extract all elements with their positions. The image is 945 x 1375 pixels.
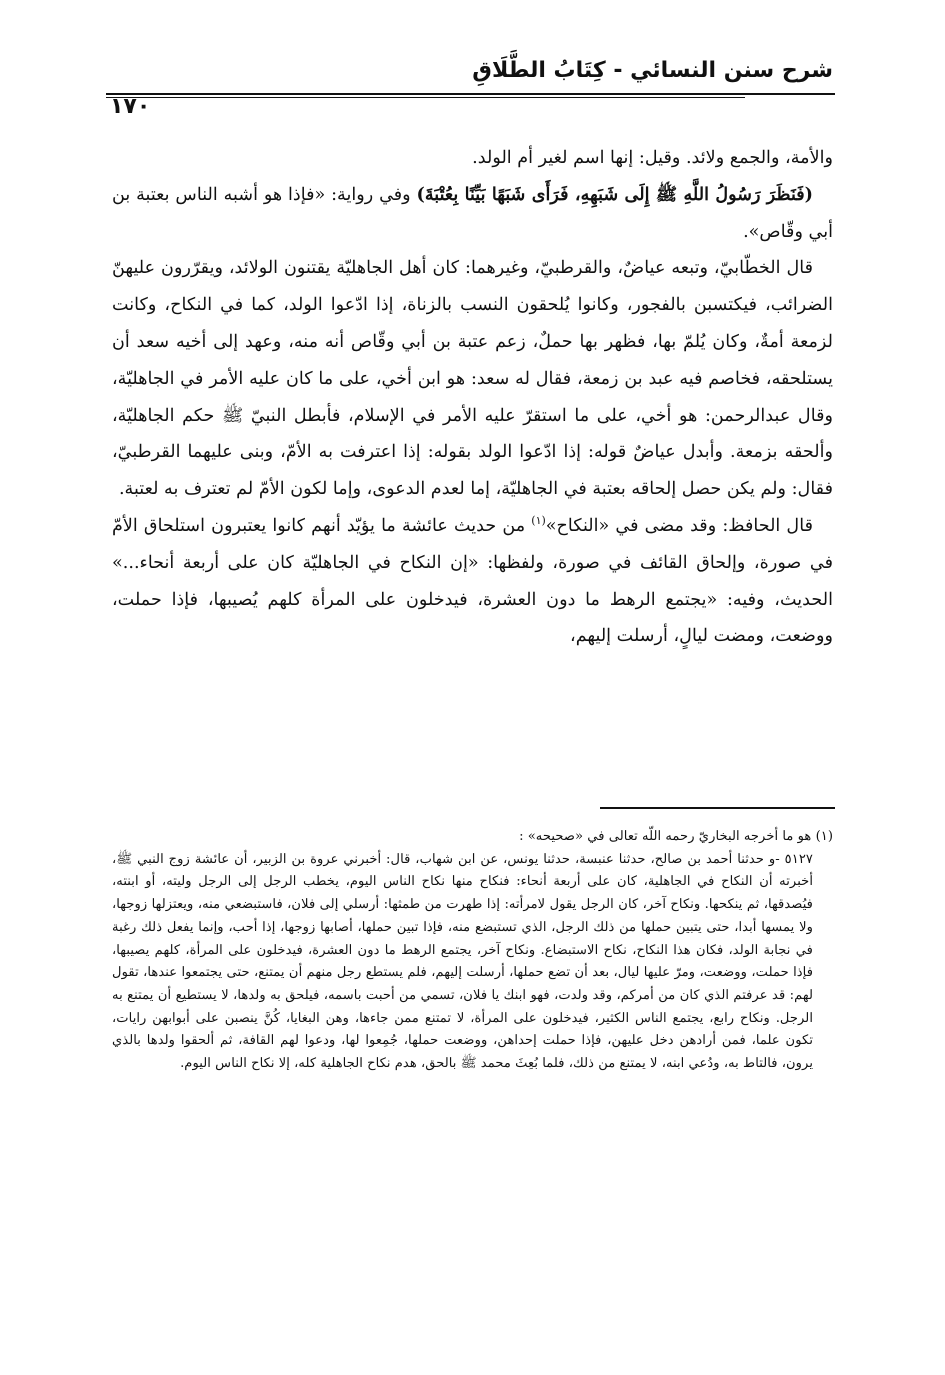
- paragraph-3: قال الخطّابيّ، وتبعه عياضٌ، والقرطبيّ، وغيرهما: كان أهل الجاهليّة يقتنون الولائد، ويقرّرون عليهنّ الضرائب، فيكتسبن بالفجور، وكانوا يُلحقون النسب بالزناة، إذا ادّعوا الولد، كما في النكاح، وكانت لزمعة أمةٌ، وكان يُلمّ بها، فظهر بها حملٌ، زعم عتبة بن أبي وقّاص أنه منه، وعهد إلى أخيه سعد أن يستلحقه، فخاصم فيه عبد بن زمعة، فقال له سعد: هو ابن أخي، على ما كان عليه الأمر في الجاهليّة، وقال عبدالرحمن: هو أخي، على ما استقرّ عليه الأمر في الإسلام، فأبطل النبيّ ﷺ حكم الجاهليّة، وألحقه بزمعة. وأبدل عياضٌ قوله: إذا ادّعوا الولد بقوله: إذا اعترفت به الأمّ، وبنى عليهما القرطبيّ، فقال: ولم يكن حصل إلحاقه بعتبة في الجاهليّة، إما لعدم الدعوى، وإما لكون الأمّ لم تعترف به لعتبة.: [112, 258, 833, 500]
- paragraph-2-rest: وفي رواية: «فإذا هو أشبه الناس بعتبة بن أبي وقّاص».: [112, 184, 833, 242]
- page-number: ١٧٠: [110, 94, 151, 119]
- paragraph-4-end: من حديث عائشة ما يؤيّد أنهم كانوا يعتبرون استلحاق الأمّ في صورة، وإلحاق القائف في صورة، ولفظها: «إن النكاح في الجاهليّة كان على أربعة أنحاء...» الحديث، وفيه: «يجتمع الرهط ما دون العشرة، فيدخلون على المرأة كلهم يُصيبها، فإذا حملت، ووضعت، ومضت ليالٍ، أرسلت إليهم،: [112, 515, 833, 647]
- footnote-1-text: ٥١٢٧ -و حدثنا أحمد بن صالح، حدثنا عنبسة، حدثنا يونس، عن ابن شهاب، قال: أخبرني عروة بن الزبير، أن عائشة زوج النبي ﷺ، أخبرته أن النكاح في الجاهلية، كان على أربعة أنحاء: فنكاح منها نكاح الناس اليوم، يخطب الرجل إلى الرجل وليته، أو ابنته، فيُصدقها، ثم ينكحها. ونكاح آخر، كان الرجل يقول لامرأته: إذا طهرت من طمثها: أرسلي إلى فلان، فاستبضعي منه، ويعتزلها زوجها، ولا يمسها أبدا، حتى يتبين حملها من ذلك الرجل، الذي تستبضع منه، فإذا تبين حملها، أصابها زوجها، إذا أحب، وإنما يفعل ذلك رغبة في نجابة الولد، فكان هذا النكاح، نكاح الاستبضاع. ونكاح آخر، يجتمع الرهط ما دون العشرة، فيدخلون على المرأة، كلهم يصيبها، فإذا حملت، ووضعت، ومرّ عليها ليال، بعد أن تضع حملها، أرسلت إليهم، فلم يستطع رجل منهم أن يمتنع، حتى يجتمعوا عندها، تقول لهم: قد عرفتم الذي كان من أمركم، وقد ولدت، فهو ابنك يا فلان، تسمي من أحبت باسمه، فيلحق به ولدها، لا يستطيع أن يمتنع به الرجل. ونكاح رابع، يجتمع الناس الكثير، فيدخلون على المرأة، لا تمتنع ممن جاءها، وهن البغايا، كُنَّ ينصبن على أبوابهن رايات، تكون علما، فمن أرادهن دخل عليهن، فإذا حملت إحداهن، ووضعت حملها، جُمِعوا لها، ودعوا لهم القافة، ثم ألحقوا ولدها بالذي يرون، فالتاط به، ودُعي ابنه، لا يمتنع من ذلك، فلما بُعِثَ محمد ﷺ بالحق، هدم نكاح الجاهلية كله، إلا نكاح الناس اليوم.: [112, 851, 813, 1072]
- running-head-title: شرح سنن النسائي - كِتَابُ الطَّلَاقِ: [472, 58, 833, 83]
- footnotes: [112, 826, 833, 1076]
- paragraph-4-start: قال الحافظ: وقد مضى في «النكاح»: [545, 515, 813, 536]
- footnote-1-marker: (١): [815, 829, 833, 844]
- header-rule-secondary: [106, 97, 745, 98]
- footnote-reference[interactable]: (١): [531, 514, 546, 528]
- header-rule: [106, 93, 835, 95]
- footnote-1-lead: [112, 826, 833, 849]
- hadith-quote: (فَنَظَرَ رَسُولُ اللَّهِ ﷺ إِلَى شَبَهِهِ، فَرَأَى شَبَهًا بَيِّنًا بِعُتْبَةَ): [416, 183, 813, 205]
- footnote-1-lead-text: هو ما أخرجه البخاريّ رحمه اللّه تعالى في «صحيحه» :: [519, 829, 812, 844]
- main-text: [112, 140, 833, 655]
- paragraph-2: [112, 177, 833, 251]
- footnote-rule: [600, 807, 835, 809]
- paragraph-1: والأمة، والجمع ولائد. وقيل: إنها اسم لغير أم الولد.: [472, 148, 833, 168]
- paragraph-4: [112, 508, 833, 655]
